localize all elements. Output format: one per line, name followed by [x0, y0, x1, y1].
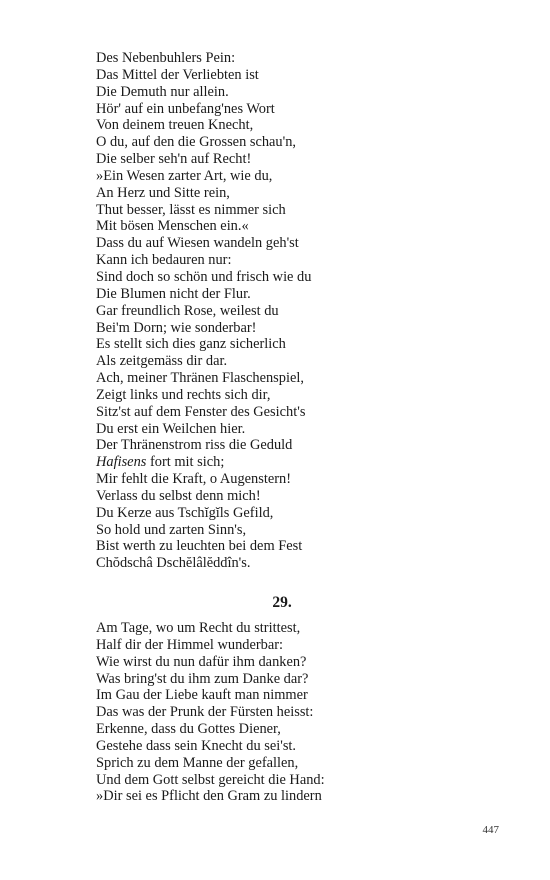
verse-line: »Ein Wesen zarter Art, wie du, [96, 167, 273, 184]
verse-line: Bei'm Dorn; wie sonderbar! [96, 319, 257, 336]
verse-line: Ach, meiner Thränen Flaschenspiel, [96, 370, 304, 387]
verse-line: Im Gau der Liebe kauft man nimmer [96, 687, 308, 704]
verse-line: Es stellt sich dies ganz sicherlich [96, 336, 286, 353]
verse-line: Des Nebenbuhlers Pein: [96, 50, 236, 66]
verse-line: So hold und zarten Sinn's, [96, 521, 247, 538]
verse-line [96, 454, 311, 471]
verse-line: Gestehe dass sein Knecht du sei'st. [96, 737, 297, 754]
verse-line: Du Kerze aus Tschĭgĭls Gefild, [96, 504, 274, 521]
verse-line: Die Demuth nur allein. [96, 83, 229, 100]
verse-line: Sind doch so schön und frisch wie du [96, 268, 312, 285]
poem-stanza-continued [96, 50, 311, 572]
verse-line: Thut besser, lässt es nimmer sich [96, 201, 286, 218]
verse-line-rest: fort mit sich; [146, 454, 225, 471]
verse-line: Der Thränenstrom riss die Geduld [96, 437, 293, 454]
verse-line: Das was der Prunk der Fürsten heisst: [96, 704, 314, 721]
verse-line: Zeigt links und rechts sich dir, [96, 386, 271, 403]
verse-line: Von deinem treuen Knecht, [96, 117, 254, 134]
verse-line: Und dem Gott selbst gereicht die Hand: [96, 771, 325, 788]
verse-line: Sprich zu dem Manne der gefallen, [96, 754, 299, 771]
verse-line: O du, auf den die Grossen schau'n, [96, 134, 297, 151]
verse-line: Gar freundlich Rose, weilest du [96, 302, 279, 319]
verse-line: Kann ich bedauren nur: [96, 252, 232, 269]
poem-number-heading: 29. [272, 594, 292, 611]
verse-line: Erkenne, dass du Gottes Diener, [96, 721, 281, 738]
verse-line: Die Blumen nicht der Flur. [96, 285, 251, 302]
verse-line: Dass du auf Wiesen wandeln geh'st [96, 235, 299, 252]
verse-line: Mit bösen Menschen ein.« [96, 218, 249, 235]
verse-line: Die selber seh'n auf Recht! [96, 151, 252, 168]
verse-line: Mir fehlt die Kraft, o Augenstern! [96, 471, 292, 488]
verse-italic-name: Hafisens [96, 454, 147, 471]
poem-stanza [96, 620, 325, 805]
verse-line: Bist werth zu leuchten bei dem Fest [96, 538, 303, 555]
verse-line: Hör' auf ein unbefang'nes Wort [96, 100, 275, 117]
verse-line: Am Tage, wo um Recht du strittest, [96, 620, 301, 636]
verse-line: Du erst ein Weilchen hier. [96, 420, 246, 437]
verse-line: Als zeitgemäss dir dar. [96, 353, 228, 370]
verse-line: Wie wirst du nun dafür ihm danken? [96, 653, 307, 670]
verse-line: An Herz und Sitte rein, [96, 184, 230, 201]
verse-line: Was bring'st du ihm zum Danke dar? [96, 670, 309, 687]
verse-line: Half dir der Himmel wunderbar: [96, 636, 284, 653]
page-number: 447 [482, 824, 499, 836]
verse-line: Chŏdschâ Dschĕlâlĕddîn's. [96, 555, 251, 572]
verse-line: »Dir sei es Pflicht den Gram zu lindern [96, 788, 322, 805]
verse-line: Das Mittel der Verliebten ist [96, 66, 259, 83]
verse-line: Sitz'st auf dem Fenster des Gesicht's [96, 403, 306, 420]
verse-line: Verlass du selbst denn mich! [96, 487, 261, 504]
